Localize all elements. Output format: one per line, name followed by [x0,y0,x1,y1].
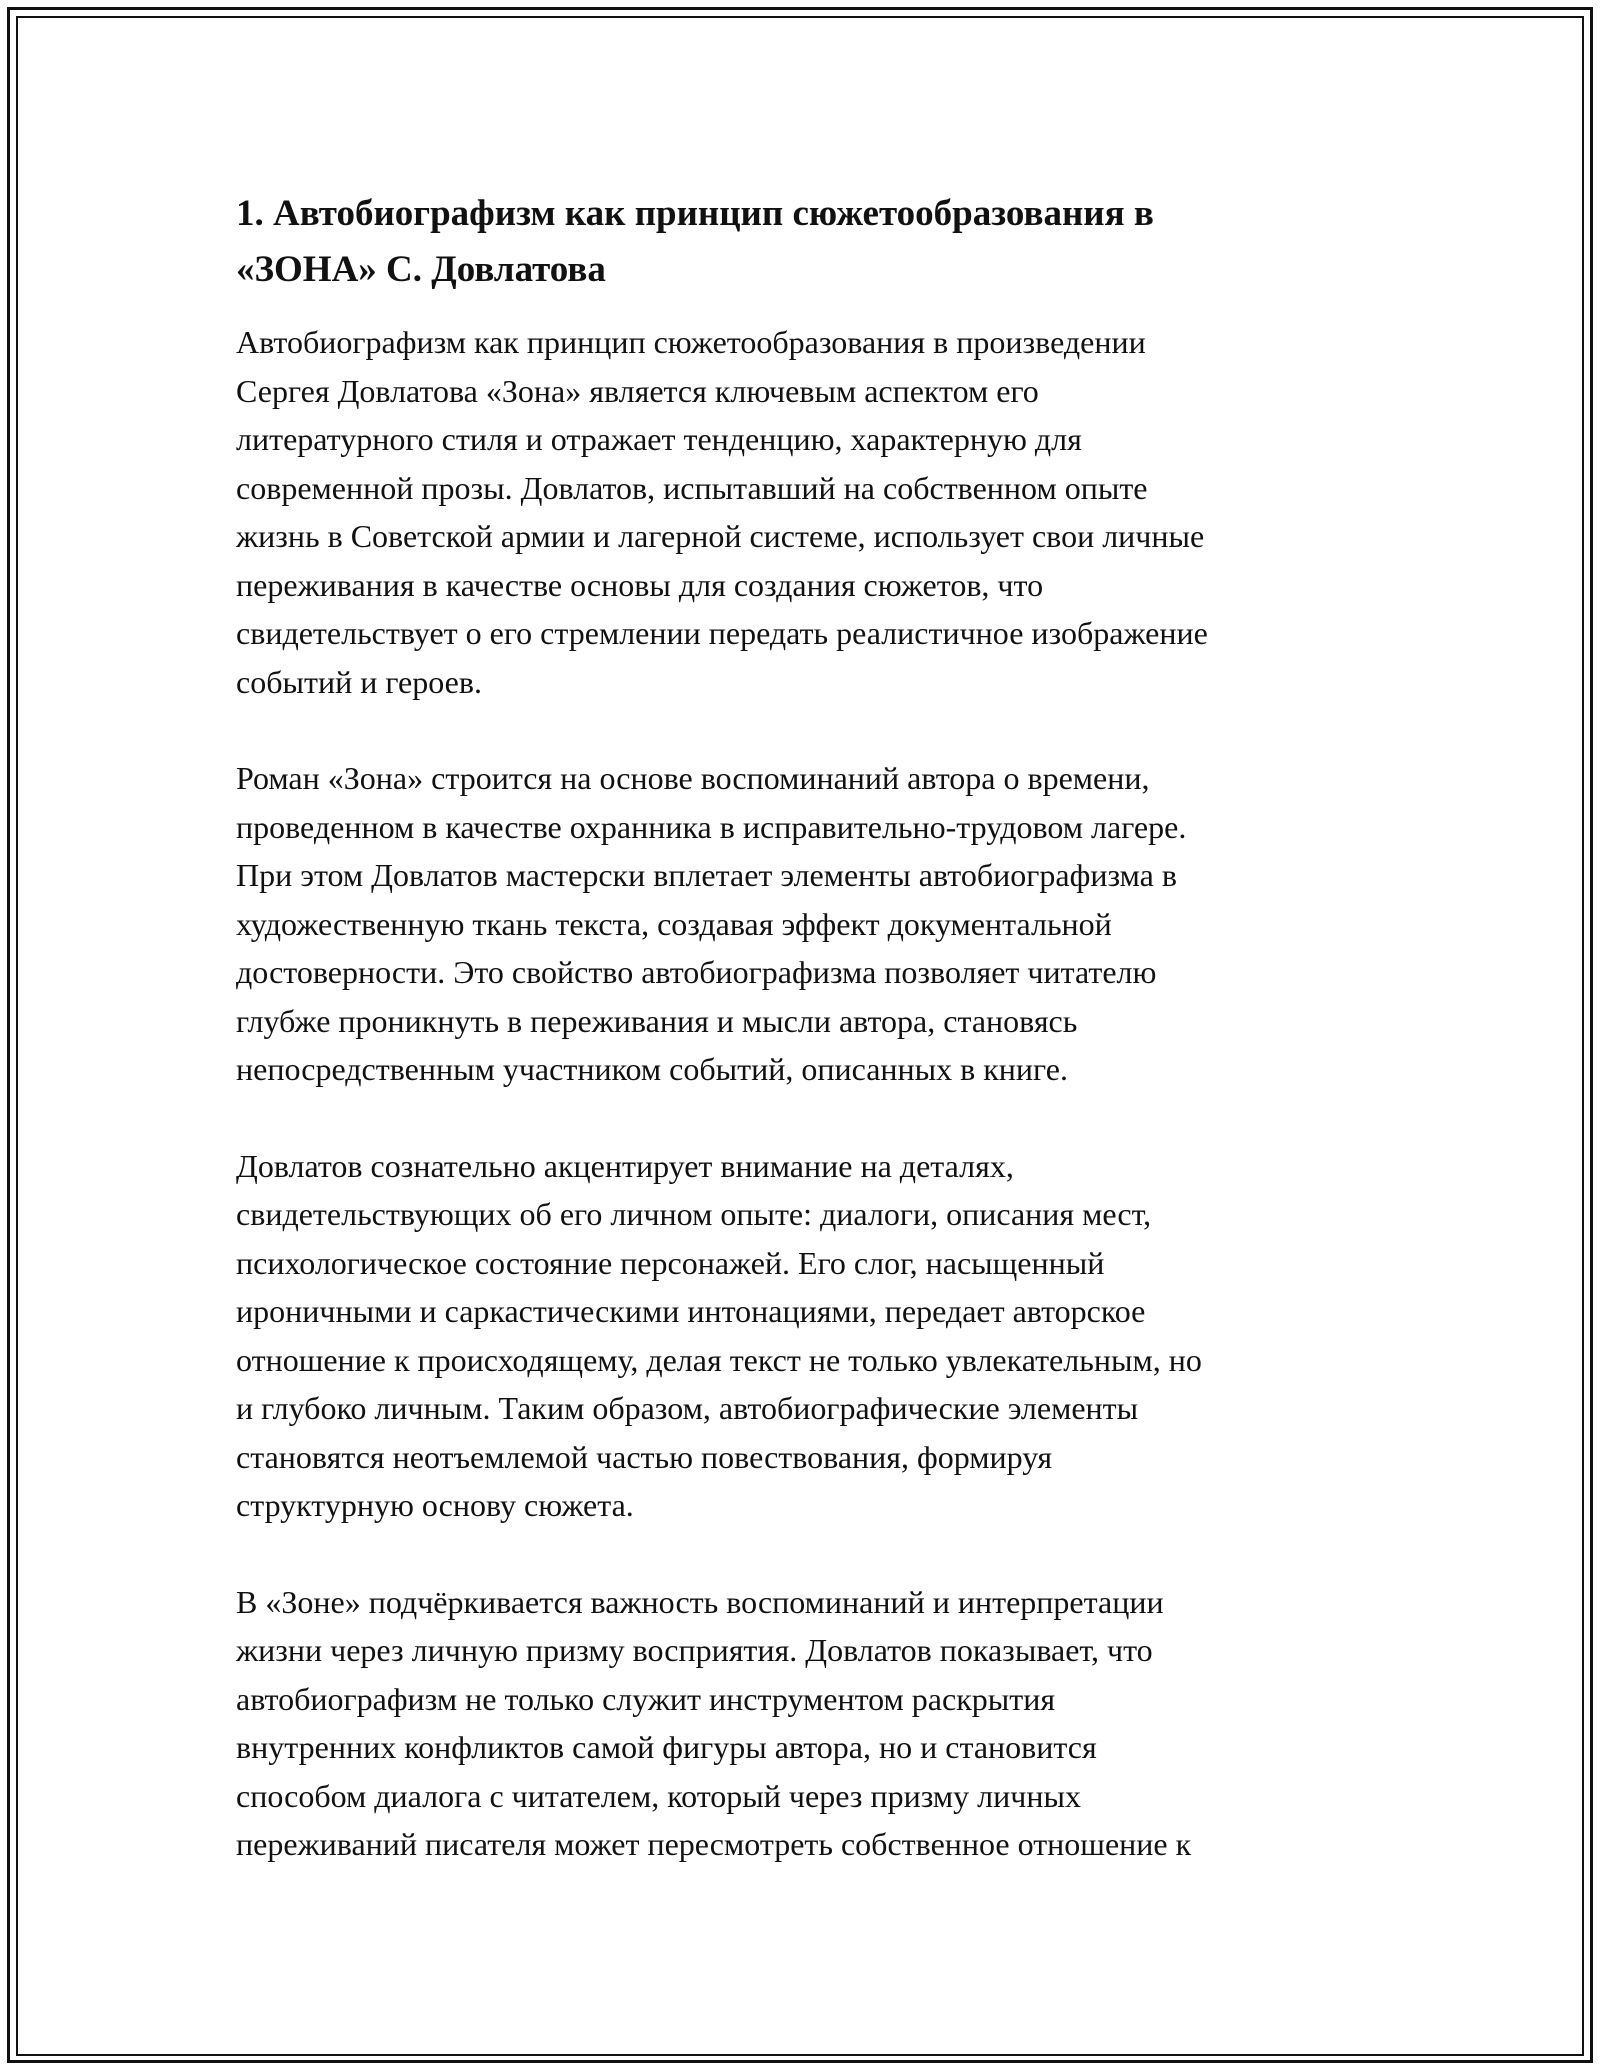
paragraph-line: В «Зоне» подчёркивается важность воспоминаний и интерпретации [236,1583,1164,1620]
paragraph-line: переживаний писателя может пересмотреть собственное отношение к [236,1826,1192,1862]
paragraph-line: Довлатов сознательно акцентирует внимание на деталях, [236,1147,1014,1184]
section-title-line: 1. Автобиографизм как принцип сюжетообразования в [236,193,1154,234]
paragraph-line: структурную основу сюжета. [236,1487,634,1523]
paragraph-line: глубже проникнуть в переживания и мысли автора, становясь [236,1002,1078,1039]
document-body [236,186,1372,1917]
paragraph-line: свидетельствующих об его личном опыте: диалоги, описания мест, [236,1196,1152,1232]
paragraph [236,318,1372,706]
paragraph-line: событий и героев. [236,663,482,700]
paragraph-line: художественную ткань текста, создавая эффект документальной [236,905,1112,942]
paragraph [236,1142,1372,1530]
paragraph-line: переживания в качестве основы для создания сюжетов, что [236,566,1044,603]
section-title-line: «ЗОНА» С. Довлатова [236,249,606,290]
paragraph-line: свидетельствует о его стремлении передать реалистичное изображение [236,615,1208,651]
paragraph-line: проведенном в качестве охранника в исправительно-трудовом лагере. [236,808,1187,845]
paragraph-line: внутренних конфликтов самой фигуры автора, но и становится [236,1729,1097,1765]
paragraph-line: психологическое состояние персонажей. Его слог, насыщенный [236,1244,1105,1281]
paragraph-line: и глубоко личным. Таким образом, автобиографические элементы [236,1390,1139,1426]
paragraph-line: При этом Довлатов мастерски вплетает элементы автобиографизма в [236,857,1177,893]
section-title [236,186,1372,298]
paragraph-line: Роман «Зона» строится на основе воспоминаний автора о времени, [236,760,1150,796]
paragraph-line: Автобиографизм как принцип сюжетообразования в произведении [236,324,1146,360]
paragraph-line: отношение к происходящему, делая текст не только увлекательным, но [236,1341,1202,1378]
paragraph-line: становятся неотъемлемой частью повествования, формируя [236,1438,1053,1475]
paragraph-line: Сергея Довлатова «Зона» является ключевым аспектом его [236,372,1039,409]
paragraph-line: ироничными и саркастическими интонациями, передает авторское [236,1293,1146,1329]
paragraph-line: жизнь в Советской армии и лагерной системе, использует свои личные [236,518,1205,554]
paragraph-line: достоверности. Это свойство автобиографизма позволяет читателю [236,954,1157,990]
paragraph-line: автобиографизм не только служит инструментом раскрытия [236,1680,1056,1717]
paragraph-list [236,318,1372,1869]
paragraph-line: литературного стиля и отражает тенденцию, характерную для [236,421,1082,457]
paragraph-line: жизни через личную призму восприятия. Довлатов показывает, что [236,1632,1153,1668]
paragraph-line: непосредственным участником событий, описанных в книге. [236,1051,1068,1087]
paragraph [236,754,1372,1094]
paragraph [236,1578,1372,1869]
paragraph-line: современной прозы. Довлатов, испытавший на собственном опыте [236,469,1148,506]
paragraph-line: способом диалога с читателем, который через призму личных [236,1777,1081,1814]
